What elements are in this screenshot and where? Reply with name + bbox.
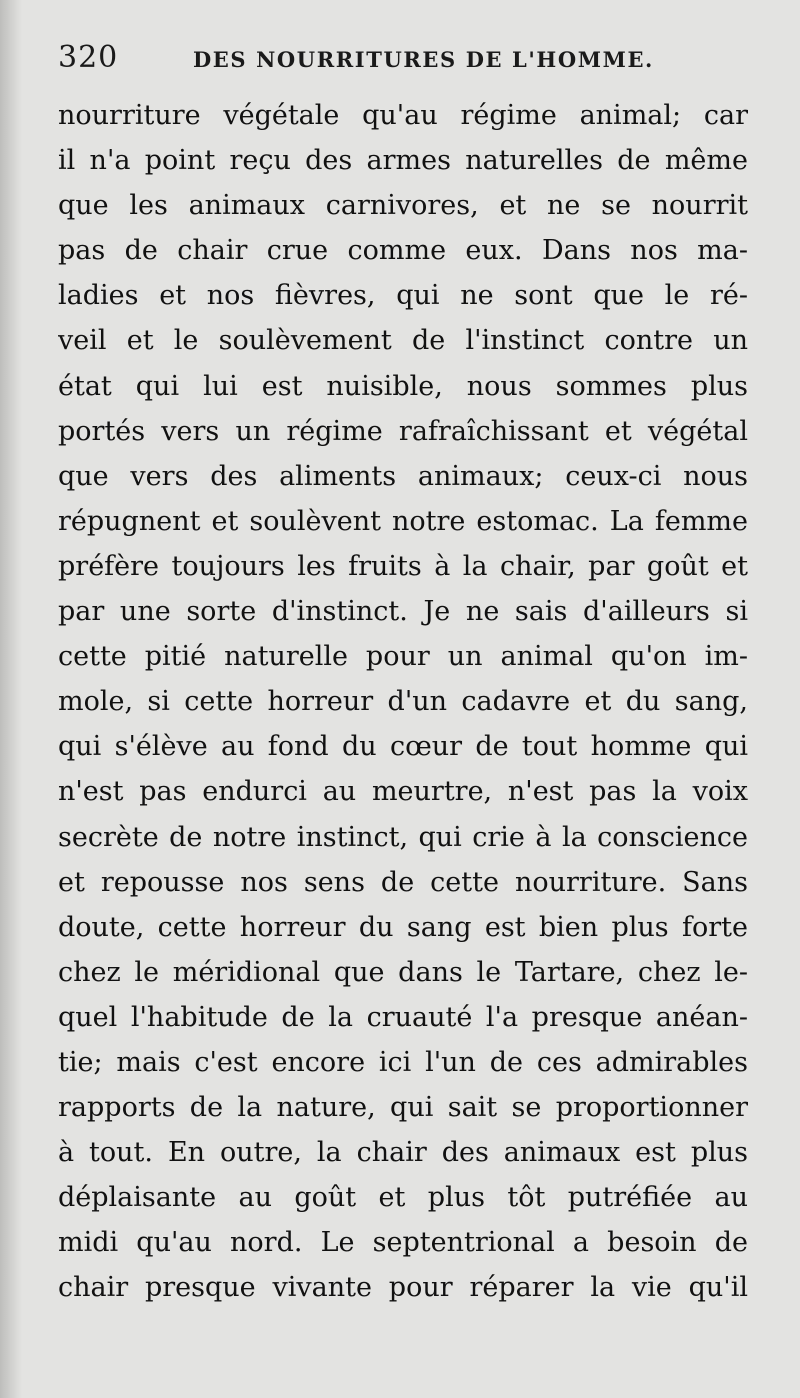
text-line: préfère toujours les fruits à la chair, par goût et [58,550,748,582]
text-line: rapports de la nature, qui sait se proportionner [58,1092,748,1124]
text-line: que les animaux carnivores, et ne se nourrit [58,190,748,222]
page-number: 320 [58,40,119,75]
text-line: pas de chair crue comme eux. Dans nos ma- [58,235,748,267]
text-line: cette pitié naturelle pour un animal qu'on im- [58,641,748,673]
text-line: chez le méridional que dans le Tartare, chez le- [58,956,748,988]
text-line: et repousse nos sens de cette nourriture. Sans [58,866,748,898]
text-line: doute, cette horreur du sang est bien plus forte [58,911,748,943]
text-line: chair presque vivante pour réparer la vie qu'il [58,1272,748,1304]
text-line: répugnent et soulèvent notre estomac. La femme [58,505,748,537]
body-text [58,93,748,1311]
text-line: portés vers un régime rafraîchissant et végétal [58,415,748,447]
text-line: ladies et nos fièvres, qui ne sont que le ré- [58,280,748,312]
text-line: n'est pas endurci au meurtre, n'est pas la voix [58,776,748,808]
text-line: nourriture végétale qu'au régime animal; car [58,100,748,131]
text-line: par une sorte d'instinct. Je ne sais d'ailleurs si [58,596,748,628]
text-line: qui s'élève au fond du cœur de tout homme qui [58,731,748,763]
running-head [58,38,758,78]
text-line: tie; mais c'est encore ici l'un de ces admirables [58,1046,748,1078]
text-line: secrète de notre instinct, qui crie à la conscience [58,821,748,853]
text-line: quel l'habitude de la cruauté l'a presque anéan- [58,1001,748,1033]
text-line: veil et le soulèvement de l'instinct contre un [58,325,748,357]
running-title: DES NOURRITURES DE L'HOMME. [193,47,654,72]
text-line: état qui lui est nuisible, nous sommes plus [58,370,748,402]
text-line: il n'a point reçu des armes naturelles de même [58,145,748,177]
text-line: à tout. En outre, la chair des animaux est plus [58,1137,748,1169]
text-line: déplaisante au goût et plus tôt putréfiée au [58,1182,748,1214]
text-line: midi qu'au nord. Le septentrional a besoin de [58,1227,748,1259]
text-line: mole, si cette horreur d'un cadavre et du sang, [58,686,748,718]
spine-shadow [0,0,22,1398]
text-line: que vers des aliments animaux; ceux-ci nous [58,460,748,492]
